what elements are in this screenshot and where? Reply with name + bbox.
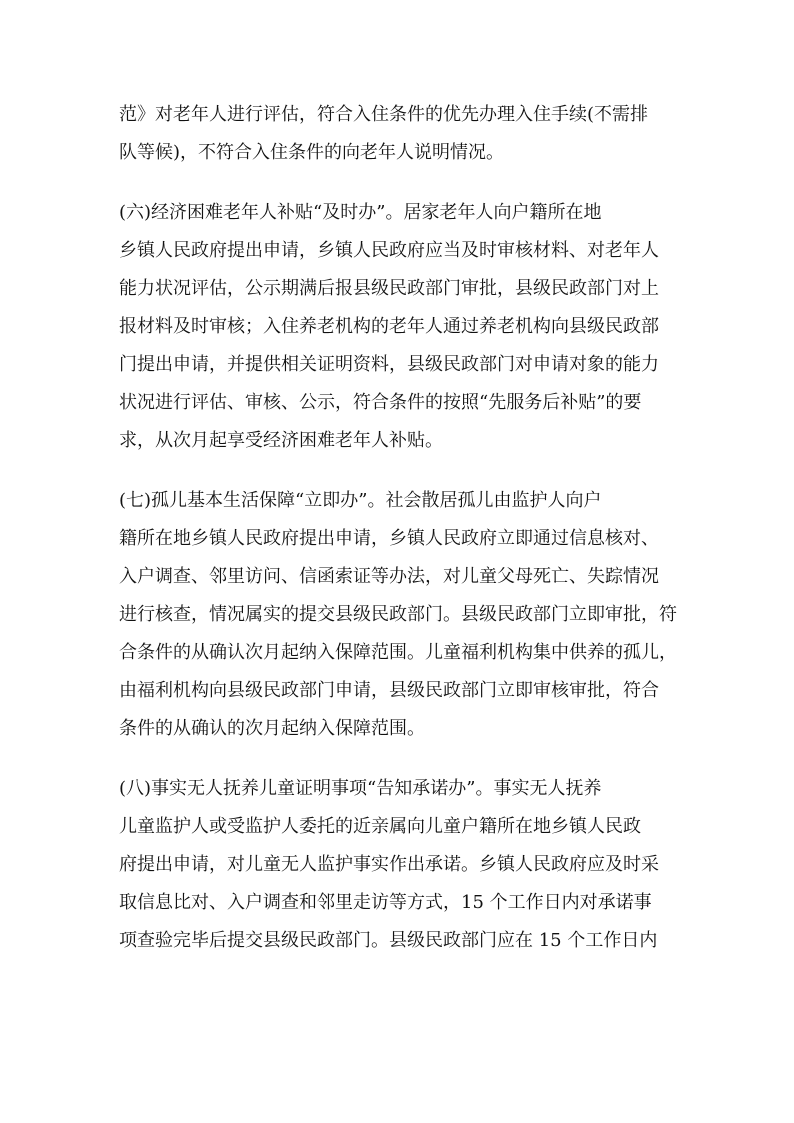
text-line: (八)事实无人抚养儿童证明事项“告知承诺办”。事实无人抚养 bbox=[119, 778, 602, 799]
text-line: (六)经济困难老年人补贴“及时办”。居家老年人向户籍所在地 bbox=[119, 202, 602, 223]
text-line: 合条件的从确认次月起纳入保障范围。儿童福利机构集中供养的孤儿， bbox=[119, 642, 677, 663]
document-body bbox=[119, 96, 679, 960]
text-line: 项查验完毕后提交县级民政部门。县级民政部门应在 15 个工作日内 bbox=[119, 930, 658, 951]
text-line: 入户调查、邻里访问、信函索证等办法，对儿童父母死亡、失踪情况 bbox=[119, 566, 659, 587]
text-line: 门提出申请，并提供相关证明资料，县级民政部门对申请对象的能力 bbox=[119, 354, 659, 375]
text-line: 范》对老年人进行评估，符合入住条件的优先办理入住手续(不需排 bbox=[119, 104, 649, 125]
text-line: 取信息比对、入户调查和邻里走访等方式，15 个工作日内对承诺事 bbox=[119, 892, 652, 913]
paragraph-gap bbox=[119, 748, 679, 770]
paragraph-evaluation-admission bbox=[119, 96, 679, 172]
text-line: 籍所在地乡镇人民政府提出申请，乡镇人民政府立即通过信息核对、 bbox=[119, 528, 659, 549]
text-line: 状况进行评估、审核、公示，符合条件的按照“先服务后补贴”的要 bbox=[119, 392, 642, 413]
text-line: 能力状况评估，公示期满后报县级民政部门审批，县级民政部门对上 bbox=[119, 278, 659, 299]
text-line: 条件的从确认的次月起纳入保障范围。 bbox=[119, 718, 425, 739]
text-line: 由福利机构向县级民政部门申请，县级民政部门立即审核审批，符合 bbox=[119, 680, 659, 701]
text-line: 儿童监护人或受监护人委托的近亲属向儿童户籍所在地乡镇人民政 bbox=[119, 816, 641, 837]
paragraph-gap bbox=[119, 460, 679, 482]
text-line: 进行核查，情况属实的提交县级民政部门。县级民政部门立即审批，符 bbox=[119, 604, 677, 625]
text-line: 府提出申请，对儿童无人监护事实作出承诺。乡镇人民政府应及时采 bbox=[119, 854, 659, 875]
paragraph-elderly-subsidy bbox=[119, 194, 679, 460]
paragraph-gap bbox=[119, 172, 679, 194]
text-line: 队等候)，不符合入住条件的向老年人说明情况。 bbox=[119, 142, 505, 163]
paragraph-unsupported-children bbox=[119, 770, 679, 960]
text-line: 求，从次月起享受经济困难老年人补贴。 bbox=[119, 430, 443, 451]
text-line: 乡镇人民政府提出申请，乡镇人民政府应当及时审核材料、对老年人 bbox=[119, 240, 659, 261]
text-line: (七)孤儿基本生活保障“立即办”。社会散居孤儿由监护人向户 bbox=[119, 490, 602, 511]
paragraph-orphan-guarantee bbox=[119, 482, 679, 748]
text-line: 报材料及时审核；入住养老机构的老年人通过养老机构向县级民政部 bbox=[119, 316, 659, 337]
